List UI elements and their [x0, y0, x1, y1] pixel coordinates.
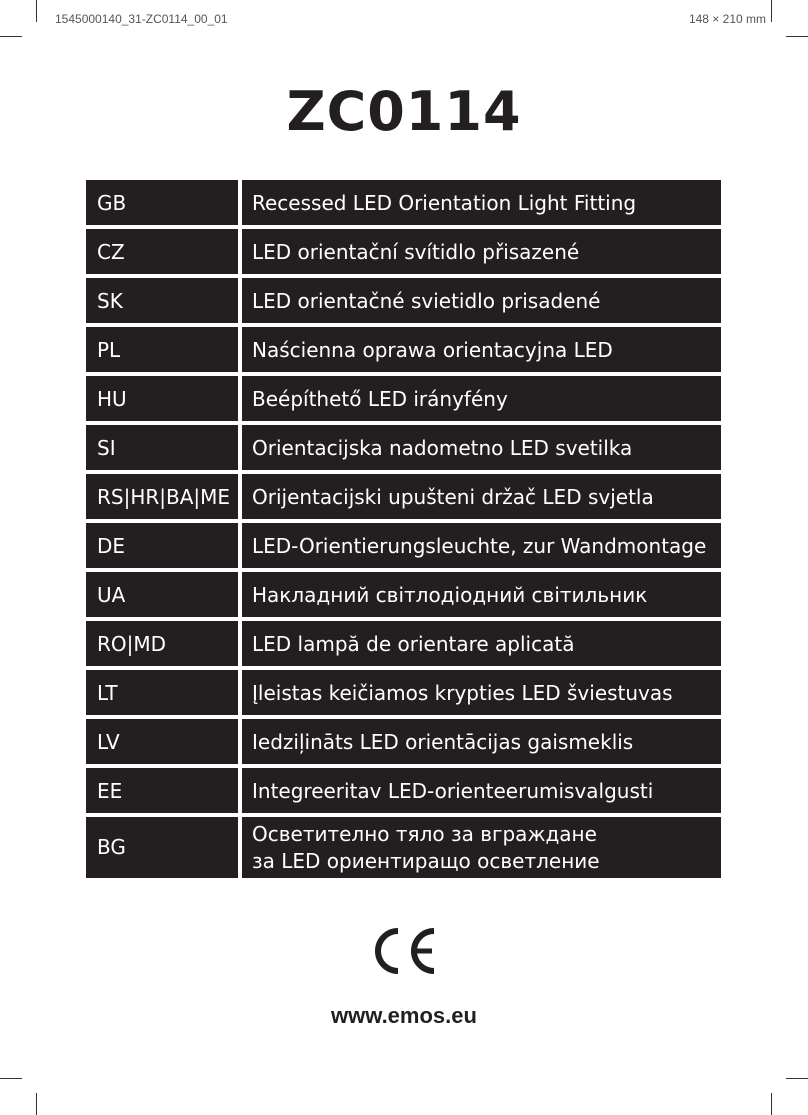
- product-name: Integreeritav LED-orienteerumisvalgusti: [242, 768, 721, 813]
- language-code: LT: [86, 670, 238, 715]
- language-code: GB: [86, 180, 238, 225]
- crop-mark: [786, 1078, 808, 1079]
- crop-mark: [36, 1093, 37, 1115]
- table-row: [86, 327, 721, 372]
- language-code: UA: [86, 572, 238, 617]
- language-code: HU: [86, 376, 238, 421]
- product-name: Накладний світлодіодний світильник: [242, 572, 721, 617]
- language-code: SK: [86, 278, 238, 323]
- table-row: [86, 572, 721, 617]
- product-name: [242, 817, 721, 878]
- table-row: [86, 474, 721, 519]
- table-row: [86, 425, 721, 470]
- product-name-line-1: Осветително тяло за вграждане: [252, 821, 597, 846]
- page-size: 148 × 210 mm: [688, 12, 766, 26]
- website-link[interactable]: www.emos.eu: [331, 1003, 477, 1028]
- table-row: [86, 670, 721, 715]
- crop-mark: [36, 0, 37, 22]
- crop-mark: [0, 36, 22, 37]
- language-code: SI: [86, 425, 238, 470]
- product-name: Orijentacijski upušteni držač LED svjetla: [242, 474, 721, 519]
- product-name-line-2: за LED ориентиращо осветление: [252, 848, 600, 873]
- language-code: RO|MD: [86, 621, 238, 666]
- table-row: [86, 278, 721, 323]
- language-code: CZ: [86, 229, 238, 274]
- table-row: [86, 523, 721, 568]
- product-name: LED lampă de orientare aplicată: [242, 621, 721, 666]
- product-name: LED orientačné svietidlo prisadené: [242, 278, 721, 323]
- product-name: LED orientační svítidlo přisazené: [242, 229, 721, 274]
- product-name: Iedziļināts LED orientācijas gaismeklis: [242, 719, 721, 764]
- language-code: BG: [86, 817, 238, 878]
- table-row: [86, 376, 721, 421]
- table-row: [86, 180, 721, 225]
- product-name: Naścienna oprawa orientacyjna LED: [242, 327, 721, 372]
- crop-mark: [0, 1078, 22, 1079]
- language-code: LV: [86, 719, 238, 764]
- ce-mark-icon: [368, 925, 440, 977]
- language-code: PL: [86, 327, 238, 372]
- table-row: [86, 719, 721, 764]
- product-name: LED-Orientierungsleuchte, zur Wandmontage: [242, 523, 721, 568]
- language-code: DE: [86, 523, 238, 568]
- product-name: Recessed LED Orientation Light Fitting: [242, 180, 721, 225]
- crop-mark: [771, 1093, 772, 1115]
- language-table: [86, 180, 721, 882]
- table-row: [86, 229, 721, 274]
- crop-mark: [786, 36, 808, 37]
- language-code: EE: [86, 768, 238, 813]
- product-name: Įleistas keičiamos krypties LED šviestuvas: [242, 670, 721, 715]
- product-name: Beépíthető LED irányfény: [242, 376, 721, 421]
- table-row: [86, 768, 721, 813]
- product-title: ZC0114: [286, 80, 522, 143]
- table-row: [86, 817, 721, 878]
- crop-mark: [771, 0, 772, 22]
- language-code: RS|HR|BA|ME: [86, 474, 238, 519]
- doc-code: 1545000140_31-ZC0114_00_01: [55, 12, 228, 26]
- product-name: Orientacijska nadometno LED svetilka: [242, 425, 721, 470]
- table-row: [86, 621, 721, 666]
